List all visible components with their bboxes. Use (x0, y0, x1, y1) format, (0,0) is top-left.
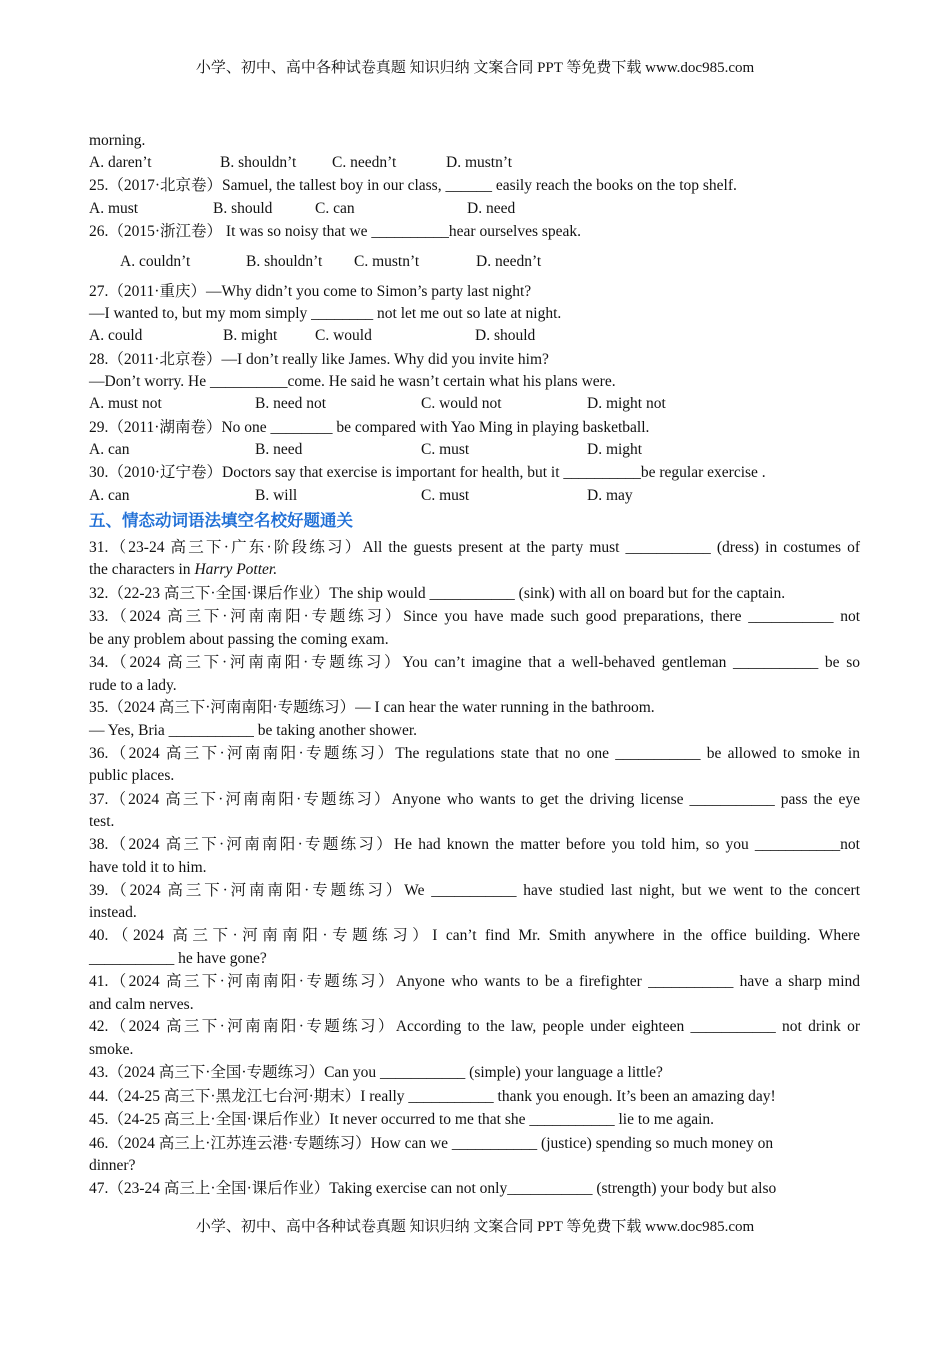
option-b: B. might (223, 327, 278, 344)
option-c: C. mustn’t (354, 253, 420, 270)
question-46-cont: dinner? (89, 1157, 136, 1174)
question-37: 37.（2024 高三下·河南南阳·专题练习）Anyone who wants to get the driving license ___________ pass the eye (89, 791, 860, 808)
section-title: 五、情态动词语法填空名校好题通关 (89, 511, 353, 530)
option-b: B. shouldn’t (220, 154, 297, 171)
question-47: 47.（23-24 高三上·全国·课后作业）Taking exercise can not only___________ (strength) your body but also (89, 1180, 777, 1197)
option-a: A. could (89, 327, 143, 344)
question-45: 45.（24-25 高三上·全国·课后作业）It never occurred to me that she ___________ lie to me again. (89, 1111, 715, 1128)
question-38-cont: have told it to him. (89, 859, 207, 876)
option-b: B. need not (255, 395, 327, 412)
question-33: 33.（2024 高三下·河南南阳·专题练习）Since you have made such good preparations, there ___________ not (89, 608, 860, 625)
question-28-reply: —Don’t worry. He __________come. He said he wasn’t certain what his plans were. (89, 373, 616, 390)
question-39-cont: instead. (89, 904, 137, 921)
option-b: B. need (255, 441, 303, 458)
option-d: D. might not (587, 395, 666, 412)
option-a: A. must (89, 200, 139, 217)
option-a: A. can (89, 487, 130, 504)
option-b: B. shouldn’t (246, 253, 323, 270)
question-40: 40.（2024 高三下·河南南阳·专题练习）I can’t find Mr. Smith anywhere in the office building. Where (89, 927, 860, 944)
question-32: 32.（22-23 高三下·全国·课后作业）The ship would ___________ (sink) with all on board but for the captain. (89, 585, 786, 602)
question-27-reply: —I wanted to, but my mom simply ________ not let me out so late at night. (89, 305, 562, 322)
question-39: 39.（2024 高三下·河南南阳·专题练习）We ___________ have studied last night, but we went to the concert (89, 882, 860, 899)
option-c: C. needn’t (332, 154, 397, 171)
option-d: D. need (467, 200, 516, 217)
question-25: 25.（2017·北京卷）Samuel, the tallest boy in our class, ______ easily reach the books on the top shelf. (89, 177, 737, 194)
option-c: C. would not (421, 395, 502, 412)
question-43: 43.（2024 高三下·全国·专题练习）Can you ___________ (simple) your language a little? (89, 1064, 663, 1081)
page-header: 小学、初中、高中各种试卷真题 知识归纳 文案合同 PPT 等免费下载 www.doc985.com (195, 60, 755, 76)
option-c: C. can (315, 200, 355, 217)
question-46: 46.（2024 高三上·江苏连云港·专题练习）How can we ___________ (justice) spending so much money on (89, 1135, 774, 1152)
option-b: B. should (213, 200, 273, 217)
question-40-cont: ___________ he have gone? (89, 950, 267, 967)
question-28: 28.（2011·北京卷）—I don’t really like James. Why did you invite him? (89, 351, 549, 368)
page-footer: 小学、初中、高中各种试卷真题 知识归纳 文案合同 PPT 等免费下载 www.doc985.com (195, 1219, 755, 1235)
question-35: 35.（2024 高三下·河南南阳·专题练习）— I can hear the water running in the bathroom. (89, 699, 655, 716)
question-31-text: the characters in (89, 561, 195, 578)
question-30: 30.（2010·辽宁卷）Doctors say that exercise is important for health, but it __________be regular exercise . (89, 464, 766, 481)
question-42-cont: smoke. (89, 1041, 134, 1058)
question-29: 29.（2011·湖南卷）No one ________ be compared with Yao Ming in playing basketball. (89, 419, 650, 436)
option-c: C. would (315, 327, 372, 344)
option-b: B. will (255, 487, 298, 504)
option-c: C. must (421, 487, 470, 504)
question-35-reply: — Yes, Bria ___________ be taking another shower. (89, 722, 418, 739)
question-24-tail: morning. (89, 132, 146, 149)
question-38: 38.（2024 高三下·河南南阳·专题练习）He had known the matter before you told him, so you ___________not (89, 836, 860, 853)
question-33-cont: be any problem about passing the coming exam. (89, 631, 389, 648)
option-d: D. may (587, 487, 633, 504)
question-26: 26.（2015·浙江卷） It was so noisy that we __________hear ourselves speak. (89, 223, 582, 240)
option-d: D. should (475, 327, 536, 344)
option-a: A. can (89, 441, 130, 458)
question-34: 34.（2024 高三下·河南南阳·专题练习）You can’t imagine that a well-behaved gentleman ___________ be so (89, 654, 860, 671)
question-41-cont: and calm nerves. (89, 996, 194, 1013)
option-d: D. might (587, 441, 643, 458)
question-42: 42.（2024 高三下·河南南阳·专题练习）According to the law, people under eighteen ___________ not drink or (89, 1018, 860, 1035)
question-37-cont: test. (89, 813, 115, 830)
question-31-cont (89, 560, 860, 580)
option-a: A. daren’t (89, 154, 152, 171)
question-41: 41.（2024 高三下·河南南阳·专题练习）Anyone who wants to be a firefighter ___________ have a sharp mind (89, 973, 860, 990)
option-c: C. must (421, 441, 470, 458)
question-36-cont: public places. (89, 767, 175, 784)
question-44: 44.（24-25 高三下·黑龙江七台河·期末）I really ___________ thank you enough. It’s been an amazing day! (89, 1088, 776, 1105)
question-34-cont: rude to a lady. (89, 677, 177, 694)
question-27: 27.（2011·重庆）—Why didn’t you come to Simon’s party last night? (89, 283, 532, 300)
book-title: Harry Potter. (194, 561, 278, 578)
option-d: D. mustn’t (446, 154, 513, 171)
question-31: 31.（23-24 高三下·广东·阶段练习）All the guests present at the party must ___________ (dress) in costumes of (89, 539, 860, 556)
question-36: 36.（2024 高三下·河南南阳·专题练习）The regulations state that no one ___________ be allowed to smoke in (89, 745, 860, 762)
option-a: A. couldn’t (120, 253, 191, 270)
option-d: D. needn’t (476, 253, 542, 270)
option-a: A. must not (89, 395, 162, 412)
